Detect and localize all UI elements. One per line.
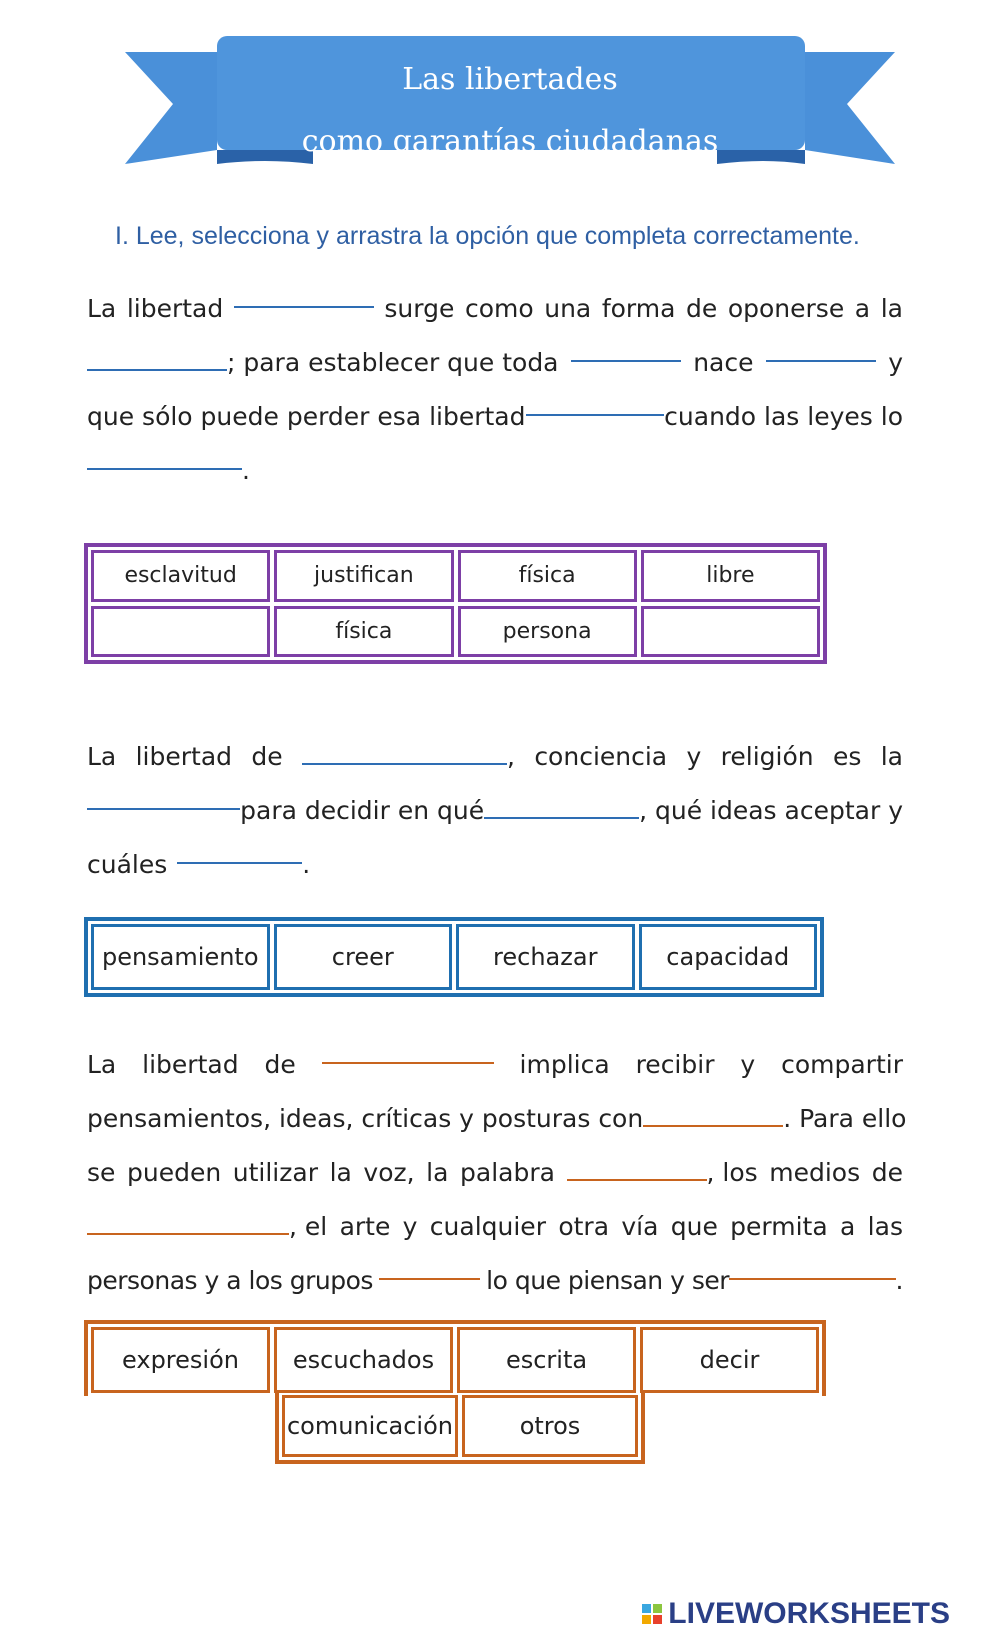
word: recibir xyxy=(635,1050,715,1079)
blank-2[interactable] xyxy=(87,345,227,371)
word-option-empty xyxy=(91,606,270,658)
word-option[interactable]: libre xyxy=(641,550,820,602)
word-option[interactable]: esclavitud xyxy=(91,550,270,602)
word-option[interactable]: escrita xyxy=(457,1327,636,1393)
banner-title-line2: como garantías ciudadanas xyxy=(301,124,719,159)
word: otra xyxy=(558,1212,610,1241)
blank-1[interactable] xyxy=(234,282,374,308)
word-option[interactable]: creer xyxy=(274,924,453,990)
paragraph-1 xyxy=(87,282,903,498)
word: cuáles xyxy=(87,850,168,879)
logo-icon xyxy=(642,1604,662,1624)
word: nace xyxy=(693,348,754,377)
word: utilizar xyxy=(232,1158,318,1187)
word-bank-1 xyxy=(84,543,827,664)
blank-10[interactable] xyxy=(177,838,302,864)
word: la xyxy=(329,1158,352,1187)
blank-6[interactable] xyxy=(87,444,242,470)
word: y xyxy=(888,348,903,377)
word: de xyxy=(251,742,283,771)
word: La xyxy=(87,1050,117,1079)
word: y xyxy=(402,1212,418,1241)
text: , qué ideas aceptar y xyxy=(639,796,903,825)
word-option[interactable]: física xyxy=(458,550,637,602)
word: la xyxy=(426,1158,449,1187)
text: . xyxy=(302,850,311,879)
word-option-empty xyxy=(641,606,820,658)
title-banner xyxy=(125,32,895,182)
blank-4[interactable] xyxy=(766,336,876,362)
text: . Para ello xyxy=(783,1104,907,1133)
blank-15[interactable] xyxy=(379,1254,481,1280)
word: cualquier xyxy=(429,1212,546,1241)
word: a xyxy=(854,294,871,323)
word-option[interactable]: expresión xyxy=(91,1327,270,1393)
word: de xyxy=(264,1050,296,1079)
blank-7[interactable] xyxy=(302,739,507,765)
word: medios xyxy=(769,1158,861,1187)
word-option[interactable]: decir xyxy=(640,1327,819,1393)
word-option[interactable]: persona xyxy=(458,606,637,658)
instruction-text: I. Lee, selecciona y arrastra la opción que completa correctamente. xyxy=(115,222,860,250)
word: una xyxy=(544,294,592,323)
blank-13[interactable] xyxy=(567,1155,707,1181)
word-option[interactable]: rechazar xyxy=(456,924,635,990)
word: oponerse xyxy=(727,294,845,323)
word-option[interactable]: justifican xyxy=(274,550,453,602)
banner-title-line1: Las libertades xyxy=(402,62,618,97)
word-option[interactable]: física xyxy=(274,606,453,658)
word: surge xyxy=(384,294,455,323)
word: como xyxy=(464,294,534,323)
word-option[interactable]: otros xyxy=(462,1395,638,1457)
word-option[interactable]: escuchados xyxy=(274,1327,453,1393)
word-option[interactable]: capacidad xyxy=(639,924,818,990)
word: la xyxy=(880,742,903,771)
text: , los xyxy=(706,1158,758,1187)
word: es xyxy=(832,742,862,771)
text: , el xyxy=(289,1212,328,1241)
text: . xyxy=(242,456,250,485)
text: para decidir en qué xyxy=(240,796,485,825)
logo-text: LIVEWORKSHEETS xyxy=(668,1597,950,1630)
word: compartir xyxy=(781,1050,903,1079)
word: las xyxy=(867,1212,903,1241)
word: pueden xyxy=(126,1158,222,1187)
word: y xyxy=(686,742,702,771)
word: se xyxy=(87,1158,116,1187)
blank-9[interactable] xyxy=(484,793,639,819)
text: cuando las leyes lo xyxy=(664,402,903,431)
word-bank-2 xyxy=(84,917,824,997)
blank-5[interactable] xyxy=(526,390,665,416)
word: conciencia xyxy=(534,742,668,771)
blank-12[interactable] xyxy=(643,1101,783,1127)
paragraph-2 xyxy=(87,730,903,892)
word: palabra xyxy=(460,1158,555,1187)
word-option[interactable]: pensamiento xyxy=(91,924,270,990)
blank-16[interactable] xyxy=(729,1254,896,1280)
word: libertad xyxy=(126,294,224,323)
text: que sólo puede perder esa libertad xyxy=(87,402,526,431)
word: libertad xyxy=(142,1050,239,1079)
paragraph-3 xyxy=(87,1038,907,1308)
liveworksheets-logo xyxy=(642,1597,950,1631)
word: arte xyxy=(339,1212,391,1241)
text: personas y a los grupos xyxy=(87,1266,373,1295)
blank-3[interactable] xyxy=(571,336,681,362)
word: que xyxy=(670,1212,718,1241)
word: La xyxy=(87,294,117,323)
word: implica xyxy=(519,1050,610,1079)
word: la xyxy=(880,294,903,323)
text: lo que piensan y ser xyxy=(486,1266,730,1295)
word: voz, xyxy=(363,1158,415,1187)
blank-11[interactable] xyxy=(322,1038,494,1064)
text: ; para establecer que toda xyxy=(227,348,559,377)
word: La xyxy=(87,742,117,771)
word-bank-3-row2 xyxy=(275,1392,645,1464)
word-option[interactable]: comunicación xyxy=(282,1395,458,1457)
text: . xyxy=(895,1266,903,1295)
text: pensamientos, ideas, críticas y posturas con xyxy=(87,1104,644,1133)
word-bank-3-row1 xyxy=(84,1320,826,1396)
word: permita xyxy=(730,1212,828,1241)
word: a xyxy=(840,1212,856,1241)
ribbon-shape xyxy=(125,32,895,182)
word: vía xyxy=(621,1212,659,1241)
word: y xyxy=(740,1050,756,1079)
blank-14[interactable] xyxy=(87,1209,289,1235)
text: , xyxy=(507,742,515,771)
word: de xyxy=(686,294,718,323)
word: de xyxy=(871,1158,903,1187)
blank-8[interactable] xyxy=(87,784,240,810)
word: religión xyxy=(720,742,814,771)
word: libertad xyxy=(135,742,233,771)
word: forma xyxy=(601,294,676,323)
